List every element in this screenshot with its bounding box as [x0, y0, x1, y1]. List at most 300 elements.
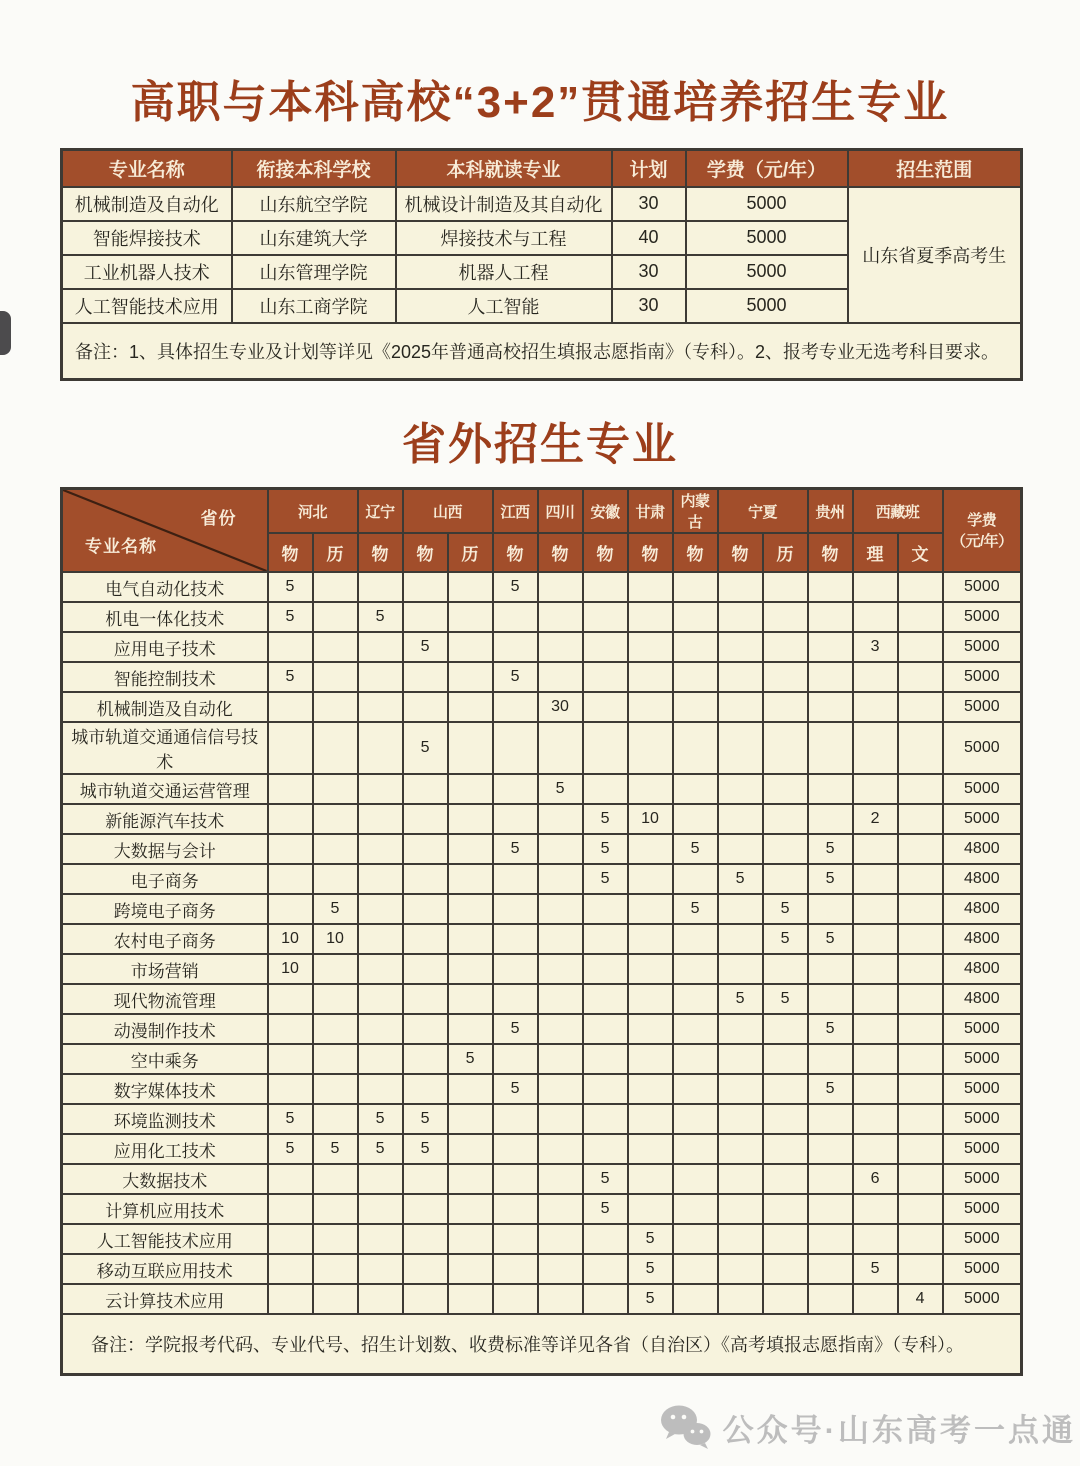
province-header: 安徽	[583, 489, 628, 534]
plan-value-cell: 5	[673, 834, 718, 864]
plan-value-cell: 5	[358, 1134, 403, 1164]
plan-value-cell	[853, 1134, 898, 1164]
plan-value-cell	[448, 1074, 493, 1104]
plan-value-cell	[673, 1044, 718, 1074]
plan-value-cell	[763, 1164, 808, 1194]
plan-value-cell	[268, 1194, 313, 1224]
plan-value-cell	[268, 632, 313, 662]
plan-value-cell	[673, 774, 718, 804]
plan-value-cell: 5	[808, 1014, 853, 1044]
plan-value-cell	[268, 1284, 313, 1314]
plan-value-cell	[718, 1224, 763, 1254]
fee-cell: 5000	[943, 722, 1022, 774]
plan-value-cell	[898, 1074, 943, 1104]
table-row	[62, 894, 1022, 924]
subject-header: 物	[268, 533, 313, 572]
column-header: 计划	[612, 150, 686, 187]
plan-value-cell	[763, 572, 808, 602]
plan-value-cell	[493, 632, 538, 662]
plan-value-cell	[853, 864, 898, 894]
table-row	[62, 1104, 1022, 1134]
plan-value-cell	[268, 722, 313, 774]
subject-header: 物	[493, 533, 538, 572]
plan-value-cell	[898, 1104, 943, 1134]
subject-header: 历	[448, 533, 493, 572]
plan-value-cell	[358, 1044, 403, 1074]
plan-value-cell	[268, 834, 313, 864]
plan-value-cell	[898, 984, 943, 1014]
plan-value-cell	[448, 894, 493, 924]
plan-value-cell	[718, 1194, 763, 1224]
plan-value-cell: 5	[718, 984, 763, 1014]
plan-value-cell	[493, 602, 538, 632]
major-name-cell: 应用化工技术	[62, 1134, 268, 1164]
subject-header: 物	[718, 533, 763, 572]
plan-value-cell	[628, 1194, 673, 1224]
plan-value-cell	[448, 1194, 493, 1224]
table-cell: 5000	[686, 221, 848, 255]
plan-value-cell	[313, 662, 358, 692]
plan-value-cell: 5	[763, 894, 808, 924]
plan-value-cell	[763, 774, 808, 804]
major-name-cell: 应用电子技术	[62, 632, 268, 662]
table-row	[62, 1044, 1022, 1074]
wechat-icon	[659, 1404, 713, 1450]
plan-value-cell	[898, 774, 943, 804]
plan-value-cell	[538, 924, 583, 954]
plan-value-cell	[853, 984, 898, 1014]
plan-value-cell	[898, 804, 943, 834]
plan-value-cell	[403, 1074, 448, 1104]
plan-value-cell	[403, 1044, 448, 1074]
plan-value-cell	[898, 954, 943, 984]
plan-value-cell	[493, 1224, 538, 1254]
table-cell: 山东航空学院	[232, 187, 396, 221]
major-name-cell: 机电一体化技术	[62, 602, 268, 632]
plan-value-cell	[493, 954, 538, 984]
plan-value-cell	[313, 1104, 358, 1134]
plan-value-cell	[763, 662, 808, 692]
plan-value-cell	[718, 894, 763, 924]
table-cell: 机械设计制造及其自动化	[396, 187, 612, 221]
plan-value-cell	[313, 984, 358, 1014]
table-cell: 焊接技术与工程	[396, 221, 612, 255]
fee-cell: 5000	[943, 1074, 1022, 1104]
plan-value-cell	[583, 1134, 628, 1164]
plan-value-cell	[403, 602, 448, 632]
major-name-cell: 农村电子商务	[62, 924, 268, 954]
plan-value-cell	[628, 632, 673, 662]
plan-value-cell	[853, 722, 898, 774]
plan-value-cell	[358, 924, 403, 954]
table-3plus2-programs	[60, 148, 1023, 381]
plan-value-cell: 5	[268, 602, 313, 632]
plan-value-cell	[763, 602, 808, 632]
plan-value-cell	[493, 1284, 538, 1314]
plan-value-cell	[808, 984, 853, 1014]
plan-value-cell	[358, 834, 403, 864]
plan-value-cell	[808, 722, 853, 774]
plan-value-cell	[448, 1224, 493, 1254]
table-row	[62, 984, 1022, 1014]
plan-value-cell: 5	[853, 1254, 898, 1284]
plan-value-cell	[898, 1164, 943, 1194]
plan-value-cell: 5	[808, 834, 853, 864]
plan-value-cell	[808, 774, 853, 804]
fee-cell: 4800	[943, 894, 1022, 924]
plan-value-cell	[673, 1074, 718, 1104]
plan-value-cell	[718, 1044, 763, 1074]
province-header: 江西	[493, 489, 538, 534]
plan-value-cell	[313, 954, 358, 984]
plan-value-cell	[538, 572, 583, 602]
plan-value-cell	[493, 1134, 538, 1164]
plan-value-cell	[493, 1254, 538, 1284]
plan-value-cell	[493, 722, 538, 774]
table-cell: 人工智能技术应用	[62, 289, 232, 323]
subject-header: 历	[313, 533, 358, 572]
plan-value-cell	[628, 894, 673, 924]
plan-value-cell	[583, 774, 628, 804]
plan-value-cell	[718, 1164, 763, 1194]
subject-header: 物	[403, 533, 448, 572]
table1-title: 高职与本科高校“3+2”贯通培养招生专业	[130, 78, 950, 127]
plan-value-cell: 4	[898, 1284, 943, 1314]
plan-value-cell: 5	[313, 894, 358, 924]
plan-value-cell: 5	[493, 834, 538, 864]
plan-value-cell: 5	[808, 924, 853, 954]
province-header: 四川	[538, 489, 583, 534]
plan-value-cell	[493, 894, 538, 924]
major-name-cell: 动漫制作技术	[62, 1014, 268, 1044]
plan-value-cell: 5	[808, 1074, 853, 1104]
plan-value-cell: 10	[268, 924, 313, 954]
major-name-cell: 新能源汽车技术	[62, 804, 268, 834]
plan-value-cell	[583, 924, 628, 954]
plan-value-cell	[493, 1104, 538, 1134]
plan-value-cell	[808, 632, 853, 662]
plan-value-cell: 6	[853, 1164, 898, 1194]
plan-value-cell	[853, 834, 898, 864]
plan-value-cell: 5	[358, 1104, 403, 1134]
plan-value-cell: 5	[628, 1224, 673, 1254]
plan-value-cell	[763, 722, 808, 774]
plan-value-cell	[448, 1284, 493, 1314]
plan-value-cell	[313, 774, 358, 804]
plan-value-cell	[808, 894, 853, 924]
table-cell: 30	[612, 289, 686, 323]
plan-value-cell	[313, 602, 358, 632]
plan-value-cell: 10	[628, 804, 673, 834]
plan-value-cell	[808, 1224, 853, 1254]
plan-value-cell	[583, 894, 628, 924]
plan-value-cell	[538, 1014, 583, 1044]
column-header: 专业名称	[62, 150, 232, 187]
column-header: 本科就读专业	[396, 150, 612, 187]
plan-value-cell: 5	[763, 984, 808, 1014]
plan-value-cell	[448, 774, 493, 804]
plan-value-cell: 10	[268, 954, 313, 984]
plan-value-cell	[898, 864, 943, 894]
plan-value-cell	[808, 804, 853, 834]
plan-value-cell	[628, 864, 673, 894]
plan-value-cell	[358, 1014, 403, 1044]
plan-value-cell	[268, 692, 313, 722]
plan-value-cell: 5	[268, 1134, 313, 1164]
table-cell: 工业机器人技术	[62, 255, 232, 289]
plan-value-cell	[313, 572, 358, 602]
table2-header-row-provinces	[62, 489, 1022, 534]
plan-value-cell	[673, 1014, 718, 1044]
plan-value-cell: 5	[583, 1194, 628, 1224]
plan-value-cell	[538, 1284, 583, 1314]
plan-value-cell	[268, 1254, 313, 1284]
plan-value-cell	[448, 1014, 493, 1044]
table-cell: 5000	[686, 255, 848, 289]
table1-note: 备注：1、具体招生专业及计划等详见《2025年普通高校招生填报志愿指南》（专科）。2、报考专业无选考科目要求。	[62, 323, 1022, 380]
plan-value-cell	[313, 1224, 358, 1254]
plan-value-cell	[898, 602, 943, 632]
plan-value-cell	[763, 1134, 808, 1164]
table-cell: 山东工商学院	[232, 289, 396, 323]
plan-value-cell	[718, 954, 763, 984]
plan-value-cell	[853, 1074, 898, 1104]
plan-value-cell: 5	[583, 864, 628, 894]
province-header: 辽宁	[358, 489, 403, 534]
plan-value-cell	[448, 1254, 493, 1284]
major-name-cell: 移动互联应用技术	[62, 1254, 268, 1284]
plan-value-cell	[538, 1164, 583, 1194]
plan-value-cell	[583, 572, 628, 602]
plan-value-cell	[673, 1134, 718, 1164]
plan-value-cell	[583, 1104, 628, 1134]
plan-value-cell	[628, 924, 673, 954]
plan-value-cell: 5	[583, 804, 628, 834]
major-name-cell: 城市轨道交通通信信号技术	[62, 722, 268, 774]
plan-value-cell	[403, 834, 448, 864]
plan-value-cell	[448, 692, 493, 722]
watermark	[659, 1404, 1076, 1450]
plan-value-cell	[763, 692, 808, 722]
plan-value-cell	[358, 1224, 403, 1254]
fee-cell: 5000	[943, 1194, 1022, 1224]
table-cell: 机器人工程	[396, 255, 612, 289]
plan-value-cell	[853, 774, 898, 804]
corner-header-cell	[62, 489, 268, 573]
plan-value-cell	[268, 804, 313, 834]
table-row	[62, 602, 1022, 632]
plan-value-cell	[673, 1164, 718, 1194]
plan-value-cell	[583, 954, 628, 984]
plan-value-cell: 5	[403, 632, 448, 662]
plan-value-cell	[538, 834, 583, 864]
plan-value-cell	[268, 864, 313, 894]
plan-value-cell	[448, 804, 493, 834]
table-row	[62, 1284, 1022, 1314]
plan-value-cell: 5	[763, 924, 808, 954]
plan-value-cell	[583, 1284, 628, 1314]
table-out-of-province	[60, 487, 1023, 1376]
major-name-cell: 智能控制技术	[62, 662, 268, 692]
plan-value-cell	[493, 1164, 538, 1194]
fee-cell: 5000	[943, 1014, 1022, 1044]
plan-value-cell	[313, 1164, 358, 1194]
plan-value-cell	[763, 1104, 808, 1134]
table-row	[62, 834, 1022, 864]
plan-value-cell	[358, 1254, 403, 1284]
plan-value-cell	[268, 1224, 313, 1254]
plan-value-cell	[583, 1254, 628, 1284]
fee-cell: 4800	[943, 834, 1022, 864]
plan-value-cell	[718, 632, 763, 662]
fee-cell: 5000	[943, 774, 1022, 804]
subject-header: 物	[358, 533, 403, 572]
plan-value-cell	[718, 834, 763, 864]
plan-value-cell	[313, 1284, 358, 1314]
plan-value-cell	[403, 804, 448, 834]
column-header: 学费（元/年）	[686, 150, 848, 187]
plan-value-cell	[313, 1014, 358, 1044]
plan-value-cell: 5	[358, 602, 403, 632]
table-cell: 山东管理学院	[232, 255, 396, 289]
major-name-cell: 空中乘务	[62, 1044, 268, 1074]
table-row	[62, 1254, 1022, 1284]
plan-value-cell	[313, 1074, 358, 1104]
plan-value-cell	[538, 1254, 583, 1284]
table-row	[62, 187, 1022, 221]
fee-cell: 5000	[943, 1284, 1022, 1314]
column-header: 衔接本科学校	[232, 150, 396, 187]
plan-value-cell: 5	[448, 1044, 493, 1074]
plan-value-cell	[538, 722, 583, 774]
plan-value-cell	[583, 1224, 628, 1254]
plan-value-cell	[268, 984, 313, 1014]
plan-value-cell	[538, 662, 583, 692]
table-row	[62, 1074, 1022, 1104]
plan-value-cell	[358, 692, 403, 722]
plan-value-cell	[898, 1254, 943, 1284]
major-name-cell: 数字媒体技术	[62, 1074, 268, 1104]
plan-value-cell	[403, 864, 448, 894]
table-row	[62, 632, 1022, 662]
plan-value-cell	[853, 1284, 898, 1314]
province-header: 西藏班	[853, 489, 943, 534]
plan-value-cell	[853, 894, 898, 924]
plan-value-cell	[403, 1014, 448, 1044]
plan-value-cell	[673, 804, 718, 834]
major-name-cell: 跨境电子商务	[62, 894, 268, 924]
plan-value-cell	[718, 662, 763, 692]
table-row	[62, 572, 1022, 602]
plan-value-cell	[538, 632, 583, 662]
plan-value-cell: 5	[493, 662, 538, 692]
subject-header: 历	[763, 533, 808, 572]
province-header: 甘肃	[628, 489, 673, 534]
plan-value-cell	[448, 1164, 493, 1194]
plan-value-cell	[853, 954, 898, 984]
plan-value-cell: 5	[673, 894, 718, 924]
plan-value-cell	[358, 1074, 403, 1104]
fee-cell: 5000	[943, 602, 1022, 632]
plan-value-cell	[628, 572, 673, 602]
table2-title: 省外招生专业	[402, 420, 678, 469]
plan-value-cell	[358, 954, 403, 984]
plan-value-cell	[358, 1194, 403, 1224]
plan-value-cell	[493, 864, 538, 894]
plan-value-cell	[358, 1164, 403, 1194]
note-row	[62, 1314, 1022, 1375]
plan-value-cell	[403, 662, 448, 692]
corner-major-label: 专业名称	[85, 537, 157, 556]
plan-value-cell	[583, 1074, 628, 1104]
plan-value-cell	[763, 1224, 808, 1254]
plan-value-cell	[763, 1074, 808, 1104]
plan-value-cell	[313, 632, 358, 662]
plan-value-cell	[403, 774, 448, 804]
plan-value-cell	[313, 834, 358, 864]
plan-value-cell: 5	[718, 864, 763, 894]
table-cell: 30	[612, 187, 686, 221]
plan-value-cell	[763, 804, 808, 834]
plan-value-cell	[718, 804, 763, 834]
plan-value-cell: 5	[403, 1104, 448, 1134]
plan-value-cell	[628, 722, 673, 774]
subject-header: 理	[853, 533, 898, 572]
plan-value-cell	[808, 692, 853, 722]
plan-value-cell	[853, 692, 898, 722]
plan-value-cell	[358, 984, 403, 1014]
plan-value-cell	[493, 984, 538, 1014]
plan-value-cell	[538, 804, 583, 834]
plan-value-cell	[628, 954, 673, 984]
plan-value-cell	[268, 774, 313, 804]
plan-value-cell	[718, 572, 763, 602]
plan-value-cell	[268, 1014, 313, 1044]
plan-value-cell	[763, 632, 808, 662]
plan-value-cell	[448, 1104, 493, 1134]
column-header: 招生范围	[848, 150, 1022, 187]
table-row	[62, 924, 1022, 954]
table-cell: 5000	[686, 289, 848, 323]
plan-value-cell: 5	[403, 1134, 448, 1164]
plan-value-cell	[358, 632, 403, 662]
plan-value-cell	[898, 1194, 943, 1224]
plan-value-cell	[808, 1104, 853, 1134]
plan-value-cell	[493, 1194, 538, 1224]
plan-value-cell	[853, 1194, 898, 1224]
plan-value-cell	[448, 722, 493, 774]
plan-value-cell	[808, 602, 853, 632]
plan-value-cell	[628, 1104, 673, 1134]
plan-value-cell	[268, 1164, 313, 1194]
plan-value-cell	[763, 1254, 808, 1284]
plan-value-cell	[403, 1194, 448, 1224]
plan-value-cell	[853, 572, 898, 602]
plan-value-cell	[853, 1104, 898, 1134]
table2-note: 备注：学院报考代码、专业代号、招生计划数、收费标准等详见各省（自治区）《高考填报志愿指南》（专科）。	[62, 1314, 1022, 1375]
plan-value-cell	[403, 894, 448, 924]
major-name-cell: 市场营销	[62, 954, 268, 984]
province-header: 河北	[268, 489, 358, 534]
plan-value-cell	[313, 1044, 358, 1074]
plan-value-cell	[448, 984, 493, 1014]
fee-cell: 4800	[943, 864, 1022, 894]
plan-value-cell	[358, 804, 403, 834]
plan-value-cell	[538, 984, 583, 1014]
plan-value-cell: 5	[268, 662, 313, 692]
plan-value-cell: 5	[268, 572, 313, 602]
major-name-cell: 人工智能技术应用	[62, 1224, 268, 1254]
